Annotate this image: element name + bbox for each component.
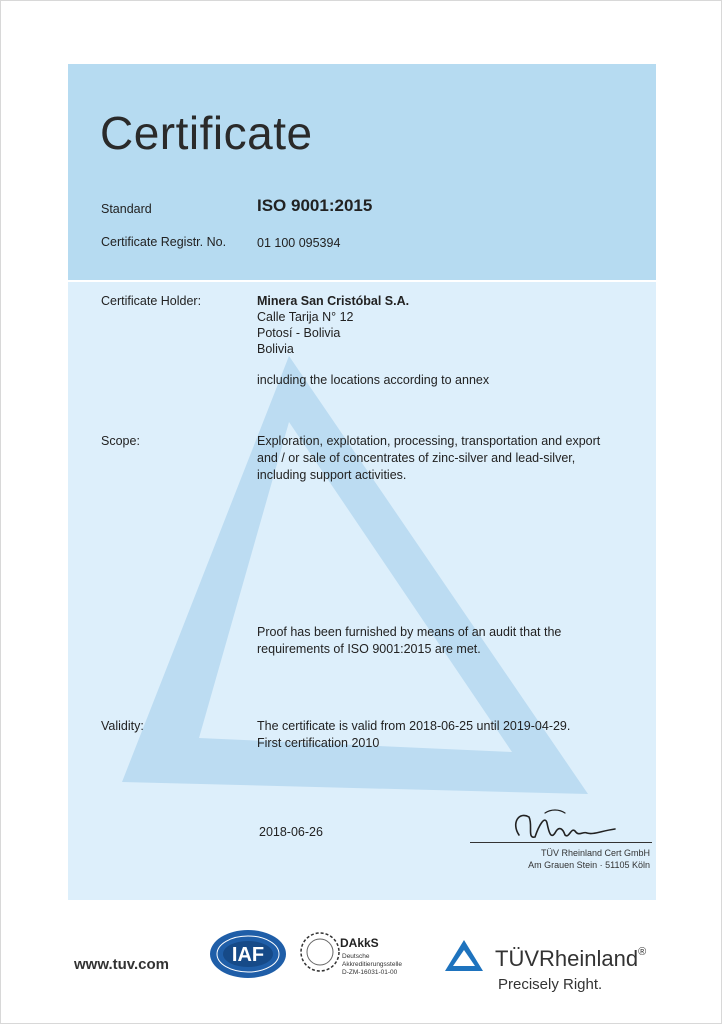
scope-line: and / or sale of concentrates of zinc-silver and lead-silver,	[257, 451, 576, 465]
validity-line: First certification 2010	[257, 736, 380, 750]
scope-line: including support activities.	[257, 468, 407, 482]
dakks-logo-icon	[298, 928, 342, 978]
registration-value: 01 100 095394	[257, 236, 341, 250]
registered-mark: ®	[638, 946, 647, 958]
iaf-logo-text: IAF	[231, 944, 265, 966]
website-link[interactable]: www.tuv.com	[74, 956, 170, 973]
issue-date: 2018-06-26	[259, 825, 323, 839]
tuv-brand-text: TÜVRheinland	[495, 946, 639, 971]
standard-value: ISO 9001:2015	[257, 196, 373, 215]
dakks-subtitle-line: Deutsche	[342, 953, 370, 960]
validity-label: Validity:	[101, 719, 144, 733]
proof-line: requirements of ISO 9001:2015 are met.	[257, 642, 481, 656]
locations-note: including the locations according to annex	[257, 373, 490, 387]
holder-label: Certificate Holder:	[101, 294, 202, 308]
signature-image	[505, 805, 635, 847]
registration-label: Certificate Registr. No.	[101, 235, 227, 249]
scope-label: Scope:	[101, 434, 140, 448]
signature-line	[470, 842, 652, 843]
proof-line: Proof has been furnished by means of an audit that the	[257, 625, 562, 639]
tuv-slogan: Precisely Right.	[498, 976, 603, 993]
dakks-subtitle-line: Akkreditierungsstelle	[342, 961, 402, 968]
holder-address-line: Calle Tarija N° 12	[257, 310, 354, 324]
dakks-accreditation-number: D-ZM-16031-01-00	[342, 969, 398, 976]
tuv-brand-name	[495, 946, 646, 972]
tuv-triangle-icon	[443, 938, 485, 974]
holder-name: Minera San Cristóbal S.A.	[257, 294, 410, 308]
dakks-title: DAkkS	[340, 936, 379, 950]
scope-line: Exploration, explotation, processing, transportation and export	[257, 434, 601, 448]
certificate-title: Certificate	[100, 107, 313, 159]
iaf-logo-icon	[208, 928, 288, 980]
holder-address-line: Bolivia	[257, 342, 294, 356]
standard-label: Standard	[101, 202, 152, 216]
issuer-address: Am Grauen Stein · 51105 Köln	[528, 860, 650, 870]
issuer-name: TÜV Rheinland Cert GmbH	[540, 848, 650, 858]
validity-line: The certificate is valid from 2018-06-25 until 2019-04-29.	[257, 719, 571, 733]
holder-address-line: Potosí - Bolivia	[257, 326, 341, 340]
